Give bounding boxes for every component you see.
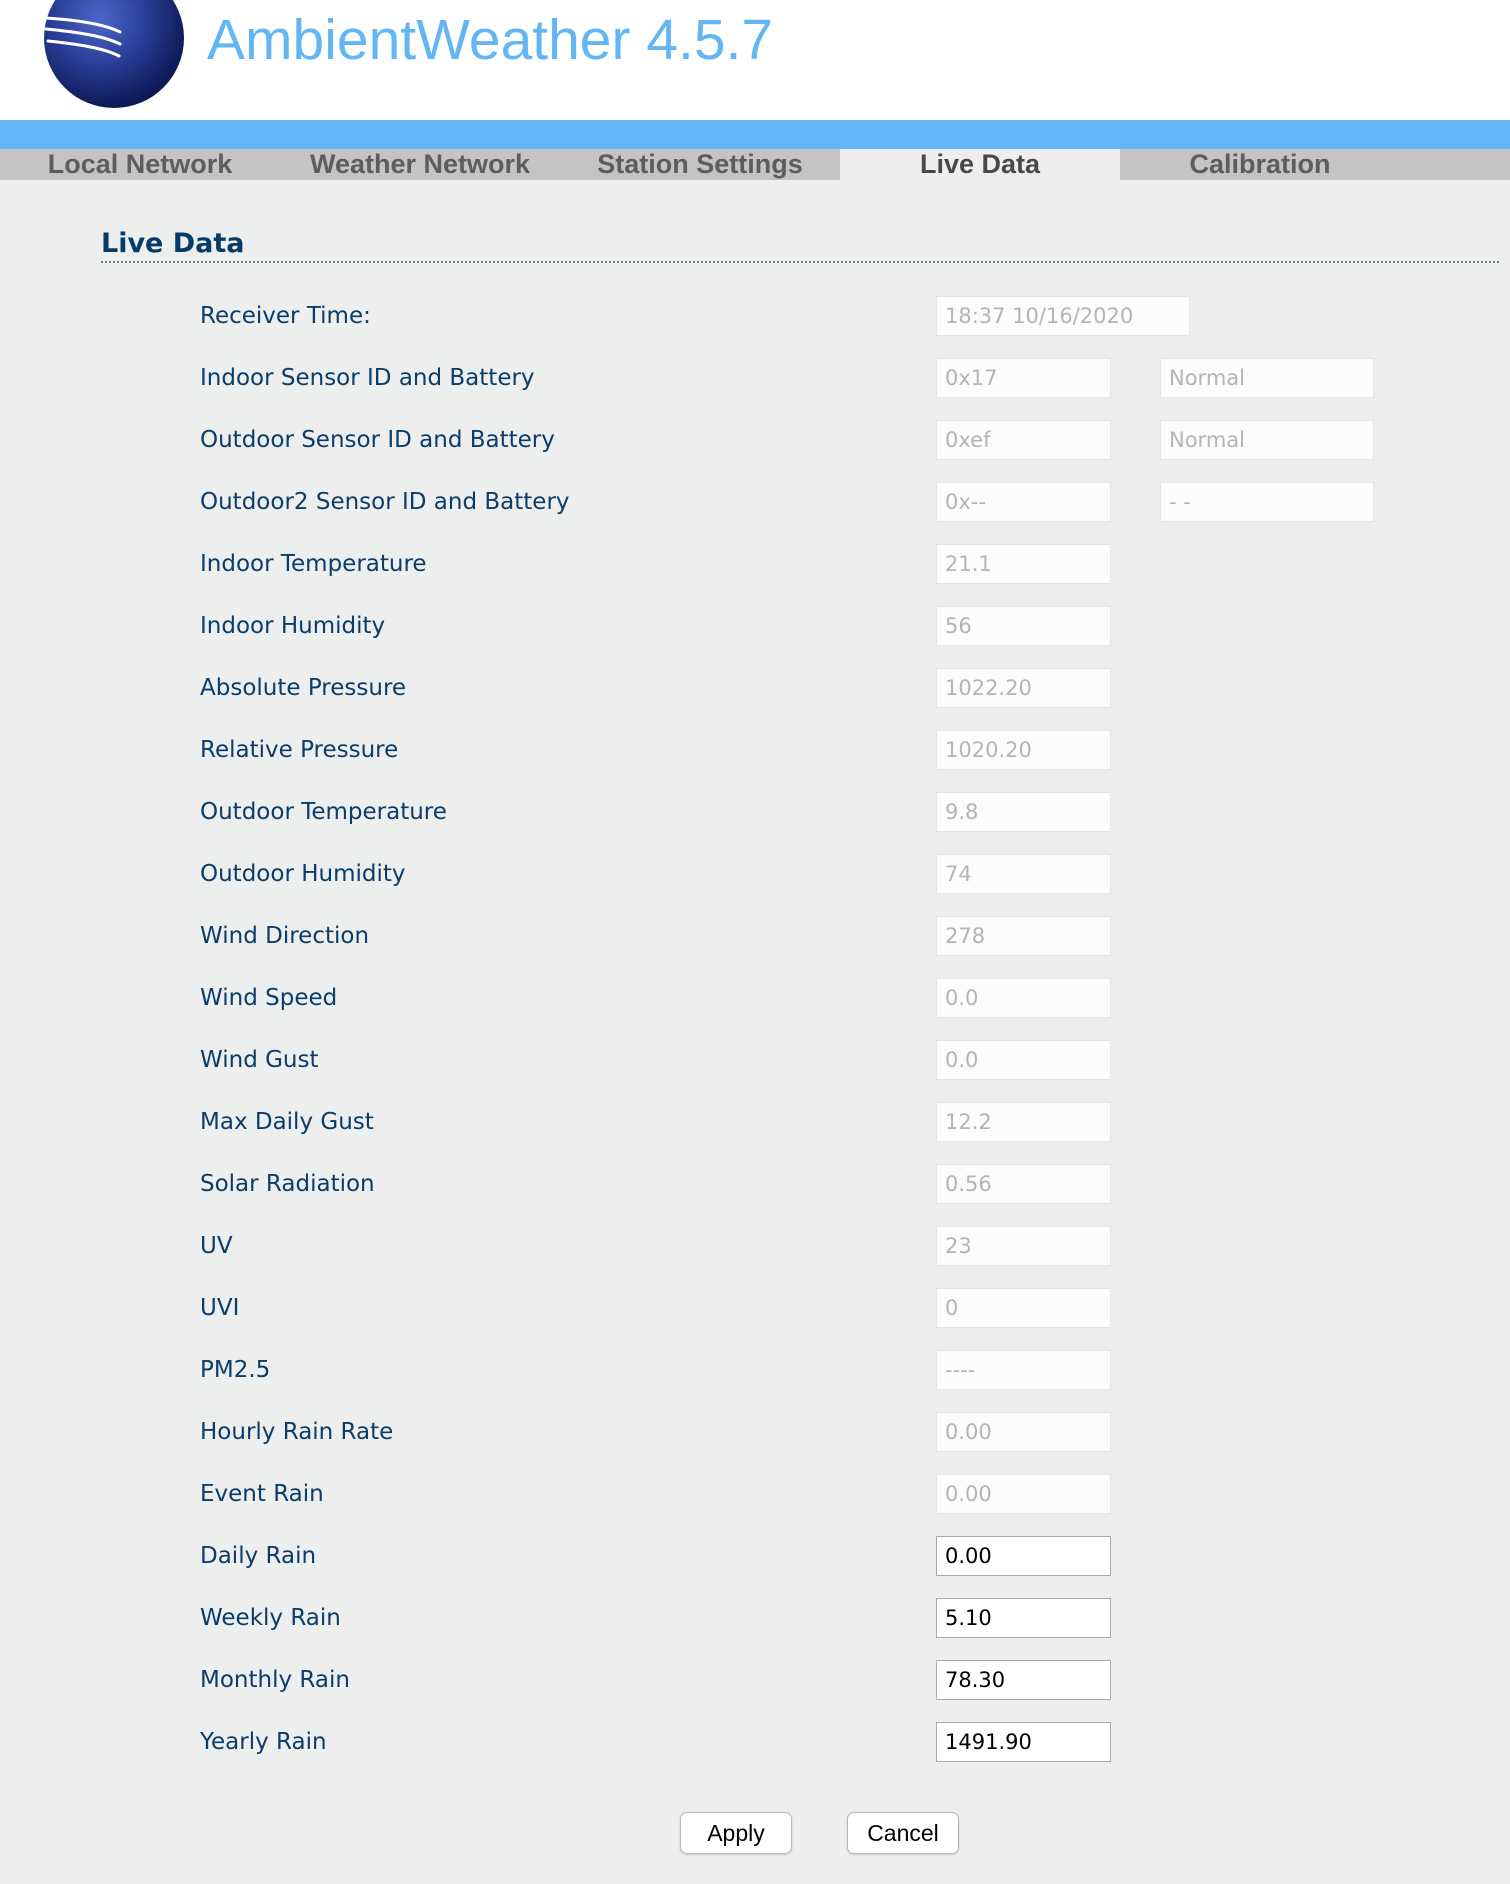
tab-calibration[interactable]: Calibration <box>1189 149 1331 179</box>
outdoor-humidity-field: 74 <box>936 854 1111 894</box>
max-daily-gust-field: 12.2 <box>936 1102 1111 1142</box>
label-pm25: PM2.5 <box>200 1357 271 1383</box>
app-title: AmbientWeather 4.5.7 <box>207 8 774 72</box>
label-uv: UV <box>200 1233 233 1259</box>
section-divider <box>101 261 1499 263</box>
yearly-rain-input[interactable]: 1491.90 <box>936 1722 1111 1762</box>
tab-live-data[interactable]: Live Data <box>840 149 1120 180</box>
apply-button[interactable]: Apply <box>680 1812 792 1854</box>
wind-speed-field: 0.0 <box>936 978 1111 1018</box>
daily-rain-input[interactable]: 0.00 <box>936 1536 1111 1576</box>
monthly-rain-input[interactable]: 78.30 <box>936 1660 1111 1700</box>
label-wind-direction: Wind Direction <box>200 923 370 949</box>
wind-gust-field: 0.0 <box>936 1040 1111 1080</box>
label-max-daily-gust: Max Daily Gust <box>200 1109 374 1135</box>
indoor-temperature-field: 21.1 <box>936 544 1111 584</box>
event-rain-field: 0.00 <box>936 1474 1111 1514</box>
label-outdoor-sensor-id-battery: Outdoor Sensor ID and Battery <box>200 427 555 453</box>
indoor-humidity-field: 56 <box>936 606 1111 646</box>
label-uvi: UVI <box>200 1295 240 1321</box>
label-indoor-humidity: Indoor Humidity <box>200 613 386 639</box>
indoor-battery-field: Normal <box>1160 358 1374 398</box>
wind-direction-field: 278 <box>936 916 1111 956</box>
tab-weather-network[interactable]: Weather Network <box>309 149 531 179</box>
relative-pressure-field: 1020.20 <box>936 730 1111 770</box>
label-daily-rain: Daily Rain <box>200 1543 317 1569</box>
weekly-rain-input[interactable]: 5.10 <box>936 1598 1111 1638</box>
label-yearly-rain: Yearly Rain <box>200 1729 327 1755</box>
label-outdoor-temperature: Outdoor Temperature <box>200 799 447 825</box>
hourly-rain-rate-field: 0.00 <box>936 1412 1111 1452</box>
outdoor-sensor-id-field: 0xef <box>936 420 1111 460</box>
receiver-time-field: 18:37 10/16/2020 <box>936 296 1190 336</box>
header <box>0 0 1510 120</box>
label-relative-pressure: Relative Pressure <box>200 737 399 763</box>
cancel-button[interactable]: Cancel <box>847 1812 959 1854</box>
label-indoor-temperature: Indoor Temperature <box>200 551 427 577</box>
absolute-pressure-field: 1022.20 <box>936 668 1111 708</box>
label-outdoor2-sensor-id-battery: Outdoor2 Sensor ID and Battery <box>200 489 570 515</box>
uv-field: 23 <box>936 1226 1111 1266</box>
label-absolute-pressure: Absolute Pressure <box>200 675 407 701</box>
pm25-field: ---- <box>936 1350 1111 1390</box>
outdoor2-sensor-id-field: 0x-- <box>936 482 1111 522</box>
uvi-field: 0 <box>936 1288 1111 1328</box>
label-hourly-rain-rate: Hourly Rain Rate <box>200 1419 394 1445</box>
outdoor2-battery-field: - - <box>1160 482 1374 522</box>
label-receiver-time: Receiver Time: <box>200 303 371 329</box>
tab-bar <box>0 149 1510 180</box>
label-indoor-sensor-id-battery: Indoor Sensor ID and Battery <box>200 365 535 391</box>
globe-logo-icon <box>42 0 186 110</box>
label-weekly-rain: Weekly Rain <box>200 1605 341 1631</box>
indoor-sensor-id-field: 0x17 <box>936 358 1111 398</box>
label-event-rain: Event Rain <box>200 1481 324 1507</box>
label-solar-radiation: Solar Radiation <box>200 1171 375 1197</box>
tab-station-settings[interactable]: Station Settings <box>597 149 803 179</box>
label-wind-speed: Wind Speed <box>200 985 338 1011</box>
outdoor-battery-field: Normal <box>1160 420 1374 460</box>
solar-radiation-field: 0.56 <box>936 1164 1111 1204</box>
section-title: Live Data <box>101 228 245 259</box>
tab-local-network[interactable]: Local Network <box>47 149 233 179</box>
outdoor-temperature-field: 9.8 <box>936 792 1111 832</box>
label-wind-gust: Wind Gust <box>200 1047 319 1073</box>
label-monthly-rain: Monthly Rain <box>200 1667 350 1693</box>
header-accent-bar <box>0 120 1510 149</box>
label-outdoor-humidity: Outdoor Humidity <box>200 861 406 887</box>
